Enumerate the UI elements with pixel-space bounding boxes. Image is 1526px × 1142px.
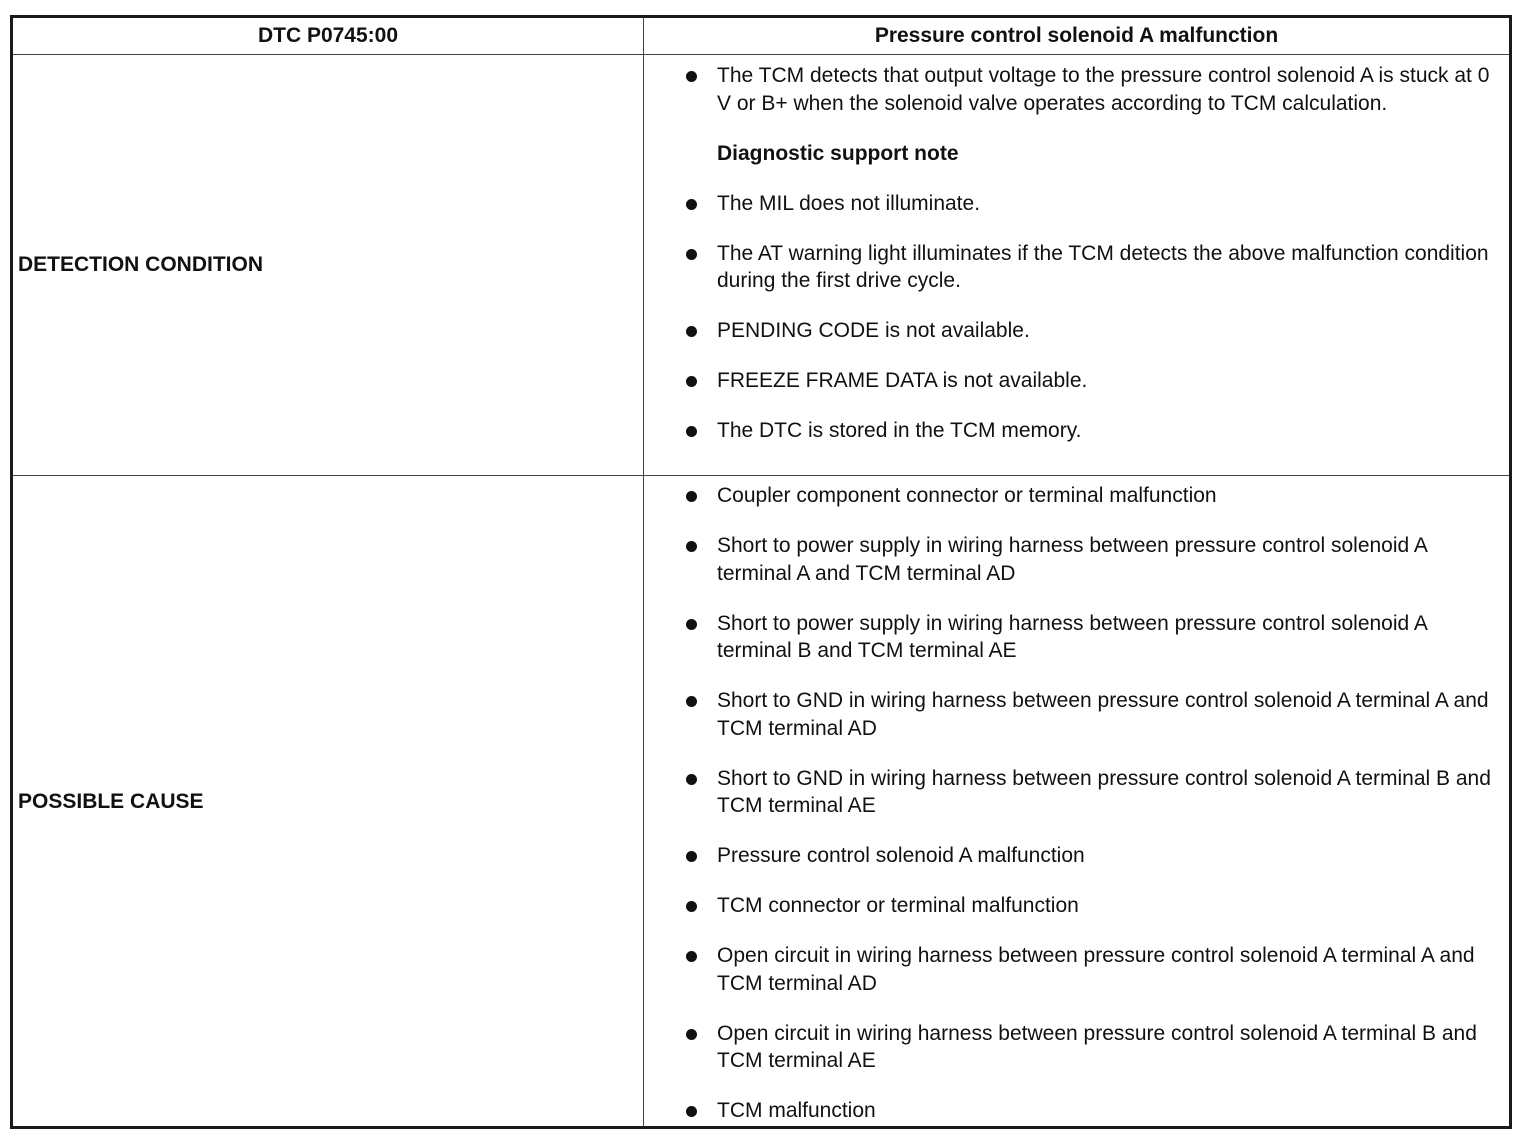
list-item [686, 240, 1495, 295]
list-item-text: Short to power supply in wiring harness between pressure control solenoid A terminal B and TCM terminal AE [717, 611, 1427, 662]
possible-cause-cell [644, 482, 1509, 1125]
list-item [686, 610, 1495, 665]
list-item [686, 1097, 1495, 1125]
bullet-icon [686, 1029, 697, 1040]
list-item-text: Short to GND in wiring harness between pressure control solenoid A terminal B and TCM terminal AE [717, 766, 1491, 817]
bullet-icon [686, 696, 697, 707]
list-item [686, 942, 1495, 997]
list-item-text: TCM connector or terminal malfunction [717, 894, 1079, 917]
list-item-text: Open circuit in wiring harness between pressure control solenoid A terminal B and TCM terminal AE [717, 1021, 1477, 1072]
list-item [686, 765, 1495, 820]
list-item-text: Open circuit in wiring harness between pressure control solenoid A terminal A and TCM terminal AD [717, 944, 1475, 995]
detection-condition-label-text: DETECTION CONDITION [18, 253, 263, 276]
list-item [686, 190, 1495, 218]
bullet-icon [686, 199, 697, 210]
bullet-icon [686, 326, 697, 337]
bullet-icon [686, 901, 697, 912]
bullet-icon [686, 426, 697, 437]
list-item-text: FREEZE FRAME DATA is not available. [717, 369, 1088, 392]
bullet-icon [686, 774, 697, 785]
list-item-text: TCM malfunction [717, 1099, 876, 1122]
dtc-title-header: Pressure control solenoid A malfunction [874, 24, 1279, 47]
bullet-icon [686, 851, 697, 862]
bullet-icon [686, 71, 697, 82]
list-item [686, 532, 1495, 587]
list-item [686, 317, 1495, 345]
list-item-text: Short to power supply in wiring harness between pressure control solenoid A terminal A and TCM terminal AD [717, 534, 1427, 585]
list-item [686, 687, 1495, 742]
bullet-icon [686, 249, 697, 260]
list-item-text: The TCM detects that output voltage to the pressure control solenoid A is stuck at 0 V or B+ when the solenoid valve operates according to TCM calculation. [717, 64, 1490, 115]
list-item-text: Coupler component connector or terminal malfunction [717, 484, 1217, 507]
bullet-icon [686, 1106, 697, 1117]
list-item-text: Short to GND in wiring harness between pressure control solenoid A terminal A and TCM terminal AD [717, 689, 1489, 740]
list-item-text: The AT warning light illuminates if the TCM detects the above malfunction condition during the first drive cycle. [717, 241, 1489, 292]
bullet-icon [686, 619, 697, 630]
diagnostic-support-note-heading: Diagnostic support note [717, 141, 959, 165]
bullet-icon [686, 376, 697, 387]
list-item [686, 367, 1495, 395]
detection-condition-cell [644, 62, 1509, 445]
bullet-icon [686, 491, 697, 502]
list-item-text: The MIL does not illuminate. [717, 191, 981, 215]
list-item-text: Pressure control solenoid A malfunction [717, 844, 1085, 867]
list-item [686, 482, 1495, 510]
bullet-icon [686, 541, 697, 552]
dtc-table [10, 15, 1512, 1129]
list-item [686, 1020, 1495, 1075]
list-item-text: The DTC is stored in the TCM memory. [717, 419, 1082, 442]
bullet-icon [686, 951, 697, 962]
list-item [686, 62, 1495, 117]
list-item [686, 417, 1495, 445]
dtc-code-header: DTC P0745:00 [257, 24, 399, 47]
list-item [686, 892, 1495, 920]
list-item [686, 842, 1495, 870]
detection-condition-label [18, 55, 638, 475]
list-item-text: PENDING CODE is not available. [717, 319, 1030, 342]
possible-cause-label-text: POSSIBLE CAUSE [18, 790, 204, 813]
possible-cause-label [18, 476, 638, 1128]
